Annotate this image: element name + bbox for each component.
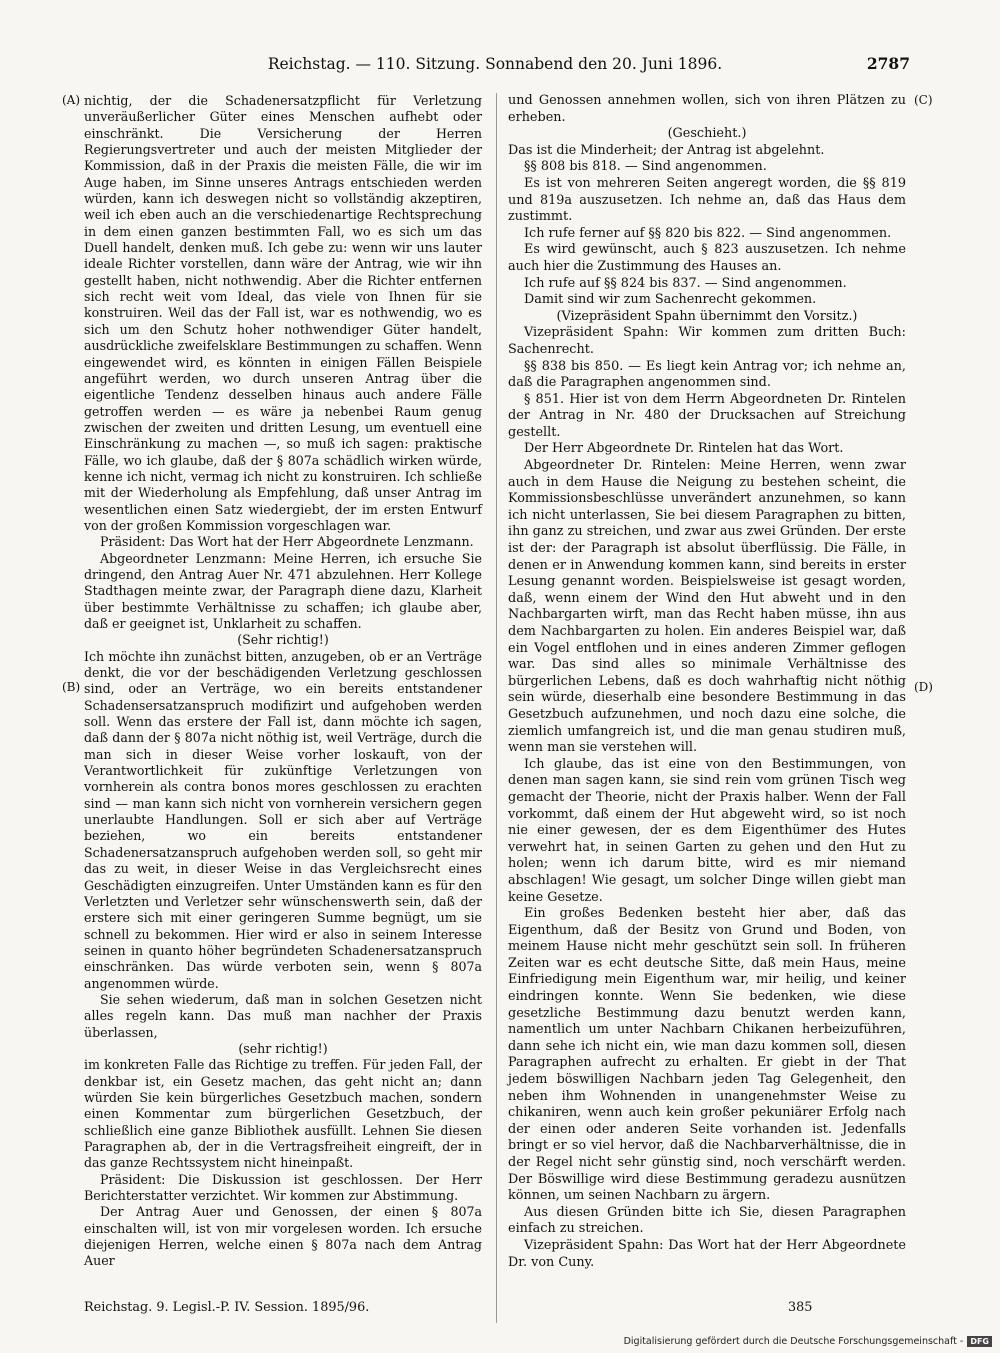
header-title: Reichstag. — 110. Sitzung. Sonnabend den 20. Juni 1896. xyxy=(267,55,723,73)
paragraph: Das ist die Minderheit; der Antrag ist abgelehnt. xyxy=(508,142,825,158)
paragraph: Präsident: Die Diskussion ist geschlossen. Der Herr Berichterstatter verzichtet. Wir kommen zur Abstimmung. xyxy=(84,1171,482,1204)
column-divider xyxy=(496,93,497,1323)
paragraph: (Vizepräsident Spahn übernimmt den Vorsitz.) xyxy=(556,308,858,324)
dfg-credit xyxy=(624,1336,992,1347)
right-column xyxy=(508,93,906,1271)
paragraph: Sie sehen wiederum, daß man in solchen Gesetzen nicht alles regeln kann. Das muß man nachher der Praxis überlassen, xyxy=(84,991,482,1040)
page-header xyxy=(80,52,910,76)
paragraph: (Geschieht.) xyxy=(667,126,747,142)
paragraph: Präsident: Das Wort hat der Herr Abgeordnete Lenzmann. xyxy=(100,534,474,550)
left-column xyxy=(84,93,482,1270)
margin-mark-c: (C) xyxy=(914,93,933,107)
paragraph: Vizepräsident Spahn: Das Wort hat der Herr Abgeordnete Dr. von Cuny. xyxy=(508,1237,906,1270)
paragraph: Ich glaube, das ist eine von den Bestimmungen, von denen man sagen kann, sie sind rein vom grünen Tisch weg gemacht der Theorie, nicht der Praxis halber. Wenn der Fall vorkommt, daß einem der Hut abgeweht wird, so ist noch nie einer gewesen, der es dem Eigenthümer des Hutes verwehrt hat, in seinen Garten zu gehen und den Hut zu holen; wenn ich darum bitte, wird es mir niemand abschlagen! Wie gesagt, um solcher Dinge willen giebt man keine Gesetze. xyxy=(508,756,906,905)
paragraph: Abgeordneter Lenzmann: Meine Herren, ich ersuche Sie dringend, den Antrag Auer Nr. 471 abzulehnen. Herr Kollege Stadthagen meinte zwar, der Paragraph diene dazu, Klarheit über bestimmte Verhältnisse zu schaffen; ich glaube aber, daß er geeignet ist, Unklarheit zu schaffen. xyxy=(84,550,482,631)
credit-text: Digitalisierung gefördert durch die Deutsche Forschungsgemeinschaft - xyxy=(623,1336,964,1347)
margin-mark-d: (D) xyxy=(914,680,933,694)
paragraph: Es ist von mehreren Seiten angeregt worden, die §§ 819 und 819a auszusetzen. Ich nehme an, daß das Haus dem zustimmt. xyxy=(508,175,906,225)
paragraph: § 851. Hier ist von dem Herrn Abgeordneten Dr. Rintelen der Antrag in Nr. 480 der Drucksachen auf Streichung gestellt. xyxy=(508,391,906,440)
paragraph: §§ 808 bis 818. — Sind angenommen. xyxy=(524,159,767,175)
footer-sheet-number: 385 xyxy=(788,1300,813,1315)
paragraph: Ich rufe auf §§ 824 bis 837. — Sind angenommen. xyxy=(524,275,847,291)
paragraph: Der Antrag Auer und Genossen, der einen § 807a einschalten will, ist von mir vorgelesen worden. Ich ersuche diejenigen Herren, welche einen § 807a nach dem Antrag Auer xyxy=(84,1204,482,1269)
paragraph: (Sehr richtig!) xyxy=(237,632,329,648)
paragraph: und Genossen annehmen wollen, sich von ihren Plätzen zu erheben. xyxy=(508,93,906,125)
margin-mark-a: (A) xyxy=(62,93,81,107)
paragraph: Ich rufe ferner auf §§ 820 bis 822. — Sind angenommen. xyxy=(524,225,892,241)
paragraph: Damit sind wir zum Sachenrecht gekommen. xyxy=(524,292,817,308)
paragraph: nichtig, der die Schadenersatzpflicht für Verletzung unveräußerlicher Güter eines Menschen aufhebt oder einschränkt. Die Versicherung der Herren Regierungsvertreter und auch der meisten Mitglieder der Kommission, daß in der Praxis die meisten Fälle, die wir im Auge haben, im Sinne unseres Antrags entschieden werden würden, kann ich deswegen nicht so vollständig akzeptiren, weil ich eben auch an die verschiedenartige Rechtsprechung in dem einen ganzen bestimmten Fall, wo es sich um das Duell handelt, denken muß. Ich gebe zu: wenn wir uns lauter ideale Richter vorstellen, dann wäre der Antrag, wie wir ihn gestellt haben, nicht nothwendig. Aber die Richter entfernen sich recht weit vom Ideal, das viele von Ihnen für sie konstruiren. Weil das der Fall ist, war es nothwendig, wo es sich um den Schutz hoher nothwendiger Güter handelt, ausdrückliche zweifelsklare Bestimmungen zu schaffen. Wenn eingewendet wird, es könnten in einigen Fällen Beispiele angeführt werden, wo durch unseren Antrag über die eigentliche Tendenz desselben hinaus auch andere Fälle getroffen werden — es wäre ja nebenbei Raum genug zwischen der zweiten und dritten Lesung, um eventuell eine Einschränkung zu machen —, so muß ich sagen: praktische Fälle, wo ich glaube, daß der § 807a schädlich wirken würde, kenne ich nicht, vermag ich nicht zu konstruiren. Ich schließe mit der Wiederholung als Empfehlung, daß unser Antrag im wesentlichen einen Satz wiedergiebt, der im ersten Entwurf von der großen Kommission vorgeschlagen war. xyxy=(84,93,482,533)
paragraph: im konkreten Falle das Richtige zu treffen. Für jeden Fall, der denkbar ist, ein Gesetz machen, das geht nicht an; dann würden Sie kein bürgerliches Gesetzbuch machen, sondern einen Kommentar zum bürgerlichen Gesetzbuch, der schließlich eine ganze Bibliothek ausfüllt. Lehnen Sie diesen Paragraphen ab, der in die Vertragsfreiheit eingreift, der in das ganze Rechtssystem nicht hineinpaßt. xyxy=(84,1057,482,1171)
paragraph: Ich möchte ihn zunächst bitten, anzugeben, ob er an Verträge denkt, die vor der beschädigenden Verletzung geschlossen sind, oder an Verträge, wo ein bereits entstandener Schadensersatzanspruch modifizirt und aufgehoben werden soll. Wenn das erstere der Fall ist, dann möchte ich sagen, daß dann der § 807a nicht nöthig ist, weil Verträge, durch die man sich in dieser Weise vorher loskauft, von der Verantwortlichkeit für zukünftige Verletzungen von vornherein als contra bonos mores geschlossen zu erachten sind — man kann sich nicht von vornherein versichern gegen unerlaubte Handlungen. Soll er sich aber auf Verträge beziehen, wo ein bereits entstandener Schadenersatzanspruch aufgehoben werden soll, so geht mir das zu weit, in dieser Weise in das Vergleichsrecht eines Geschädigten einzugreifen. Unter Umständen kann es für den Verletzten und Verletzer sehr wünschenswerth sein, daß der erstere sich mit einer geringeren Summe begnügt, um sie schnell zu bekommen. Hier wird er also in seinem Interesse seinen in quanto höher begründeten Schadenersatzanspruch einschränken. Das würde verboten sein, wenn § 807a angenommen würde. xyxy=(84,648,482,991)
paragraph: Vizepräsident Spahn: Wir kommen zum dritten Buch: Sachenrecht. xyxy=(508,325,906,357)
paragraph: §§ 838 bis 850. — Es liegt kein Antrag vor; ich nehme an, daß die Paragraphen angenommen sind. xyxy=(508,358,906,391)
paragraph: (sehr richtig!) xyxy=(238,1040,328,1056)
margin-mark-b: (B) xyxy=(62,680,81,694)
paragraph: Aus diesen Gründen bitte ich Sie, diesen Paragraphen einfach zu streichen. xyxy=(508,1204,906,1237)
paragraph: Ein großes Bedenken besteht hier aber, daß das Eigenthum, daß der Besitz von Grund und Boden, von meinem Hause nicht mehr geschützt sein soll. In früheren Zeiten war es echt deutsche Sitte, daß mein Haus, meine Einfriedigung mein Eigenthum war, mir heilig, und keiner eindringen konnte. Wenn Sie bedenken, wie diese gesetzliche Bestimmung dazu benutzt werden kann, namentlich um unter Nachbarn Chikanen herbeizuführen, dann sehe ich nicht ein, wie man dazu kommen soll, diesen Paragraphen aufrecht zu erhalten. Er giebt in der That jedem böswilligen Nachbarn jeden Tag Gelegenheit, den neben ihm Wohnenden in unangenehmster Weise zu chikaniren, wenn auch kein großer pekuniärer Erfolg nach der einen oder anderen Seite vorhanden ist. Jedenfalls bringt er so viel hervor, daß die Nachbarverhältnisse, die in der Regel nicht sehr günstig sind, noch verschärft werden. Der Böswillige wird diese Bestimmung geradezu ausnützen können, um seinen Nachbarn zu ärgern. xyxy=(508,906,906,1204)
paragraph: Der Herr Abgeordnete Dr. Rintelen hat das Wort. xyxy=(524,441,844,457)
footer-session: Reichstag. 9. Legisl.-P. IV. Session. 1895/96. xyxy=(84,1300,370,1315)
paragraph: Es wird gewünscht, auch § 823 auszusetzen. Ich nehme auch hier die Zustimmung des Hauses an. xyxy=(508,242,906,274)
paragraph: Abgeordneter Dr. Rintelen: Meine Herren, wenn zwar auch in dem Hause die Neigung zu bestehen scheint, die Kommissionsbeschlüsse unverändert anzunehmen, so kann ich nicht unterlassen, Sie bei diesem Paragraphen zu bitten, ihn ganz zu streichen, und zwar aus zwei Gründen. Der erste ist der: der Paragraph ist absolut überflüssig. Die Fälle, in denen er in Anwendung kommen kann, sind bereits in erster Lesung genannt worden. Beispielsweise ist gesagt worden, daß, wenn einem der Wind den Hut abweht und in den Nachbargarten wirft, man das Recht haben müsse, ihn aus dem Nachbargarten zu holen. Ein anderes Beispiel war, daß ein Vogel entflohen und in eines anderen Zimmer geflogen war. Das sind alles so minimale Verhältnisse des bürgerlichen Lebens, daß es doch wahrhaftig nicht nöthig sein würde, dieserhalb eine besondere Bestimmung in das Gesetzbuch aufzunehmen, und noch dazu eine solche, die ziemlich umfangreich ist, und die man genau studiren muß, wenn man sie verstehen will. xyxy=(508,458,906,756)
header-page-number: 2787 xyxy=(866,54,910,73)
dfg-logo: DFG xyxy=(967,1336,992,1347)
